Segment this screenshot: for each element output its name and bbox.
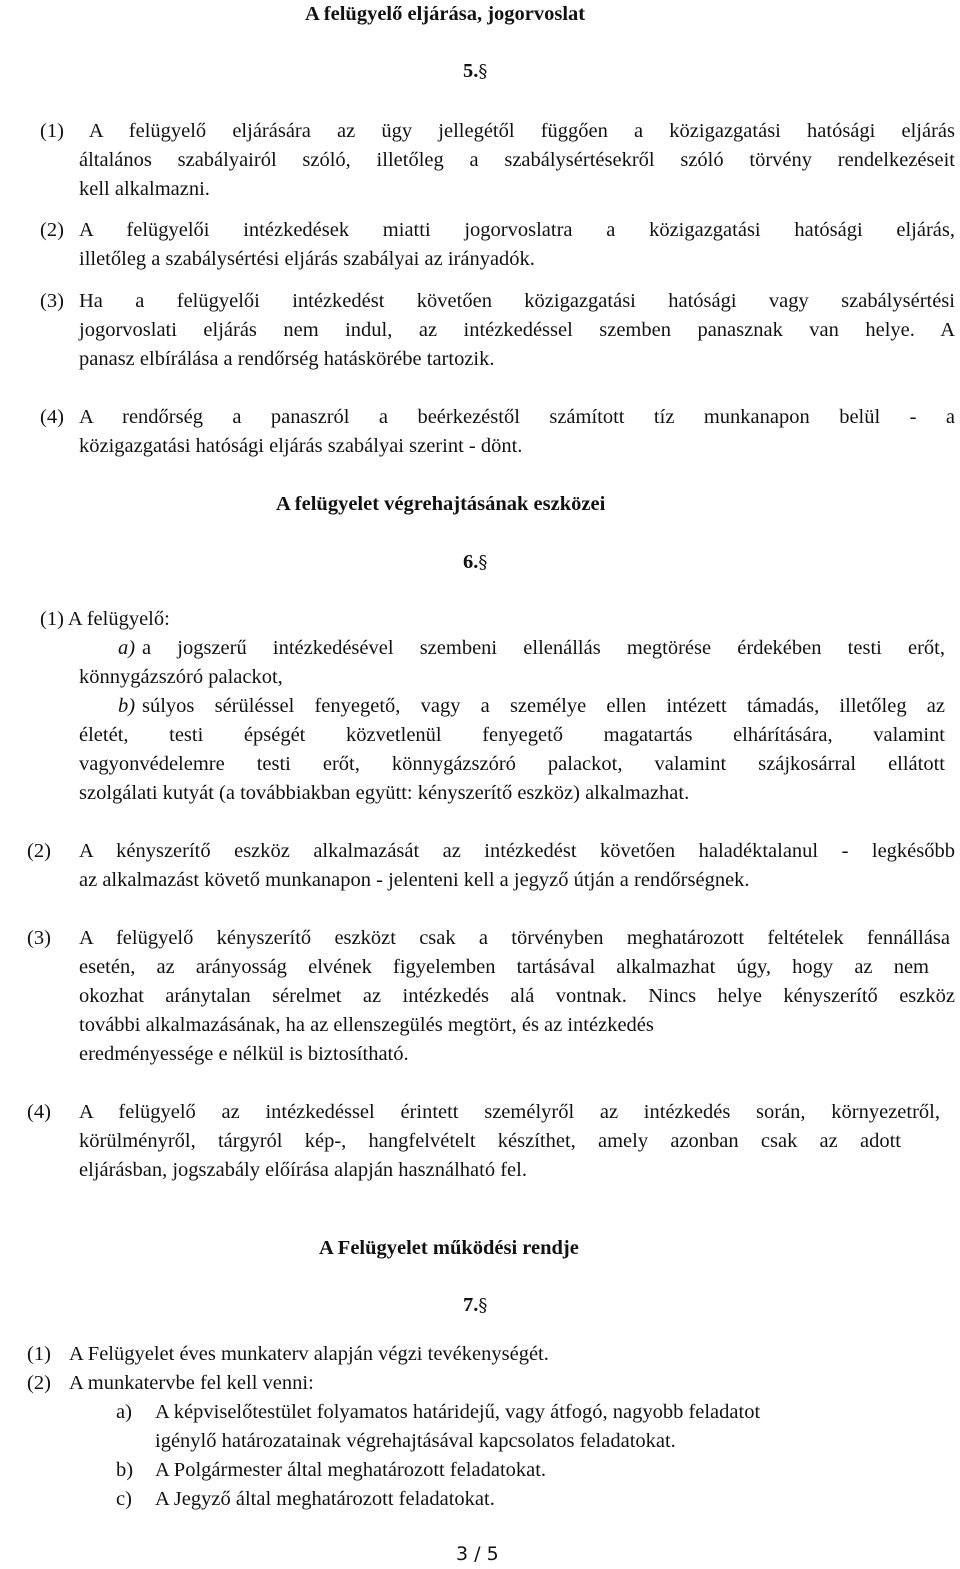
s7-point-a-line2: igénylő határozatainak végrehajtásával kapcsolatos feladatokat. (155, 1430, 676, 1452)
s7-p2-number: (2) (27, 1372, 51, 1394)
section-7-label: 7. (463, 1294, 479, 1316)
s6-p4-line3: eljárásban, jogszabály előírása alapján használható fel. (79, 1159, 527, 1181)
s7-p2-text: A munkatervbe fel kell venni: (69, 1372, 314, 1394)
section-7-number (463, 1291, 487, 1320)
s7-point-c-text: A Jegyző által meghatározott feladatokat. (155, 1488, 495, 1510)
s5-p2-number: (2) (40, 219, 64, 241)
s6-point-b-label (118, 692, 135, 721)
s5-p3-line1: Ha a felügyelői intézkedést követően közigazgatási hatósági vagy szabálysértési (79, 290, 955, 312)
s6-p3-line4: további alkalmazásának, ha az ellenszegülés megtört, és az intézkedés (79, 1014, 654, 1036)
s6-p4-line1: A felügyelő az intézkedéssel érintett személyről az intézkedés során, környezetről, (79, 1101, 940, 1123)
s6-p3-line1: A felügyelő kényszerítő eszközt csak a törvényben meghatározott feltételek fennállása (79, 927, 950, 949)
s5-p4-line1: A rendőrség a panaszról a beérkezéstől számított tíz munkanapon belül - a (79, 406, 955, 428)
s6-p3-line3: okozhat aránytalan sérelmet az intézkedés alá vontnak. Nincs helye kényszerítő eszköz (79, 985, 955, 1007)
s6-p2-line1: A kényszerítő eszköz alkalmazását az intézkedést követően haladéktalanul - legkésőbb (79, 840, 955, 862)
s6-point-b-line1: súlyos sérüléssel fenyegető, vagy a személye ellen intézett támadás, illetőleg az (142, 695, 945, 717)
s6-p3-number: (3) (27, 927, 51, 949)
s6-p2-line2: az alkalmazást követő munkanapon - jelenteni kell a jegyző útján a rendőrségnek. (79, 869, 750, 891)
heading-felugyelo-eljarasa: A felügyelő eljárása, jogorvoslat (305, 3, 586, 25)
s6-point-b-line3: vagyonvédelemre testi erőt, könnygázszóró palackot, valamint szájkosárral ellátott (79, 753, 945, 775)
s6-point-a-label (118, 634, 135, 663)
s6-p3-line2: esetén, az arányosság elvének figyelemben tartásával alkalmazhat úgy, hogy az nem (79, 956, 929, 978)
section-6-number (463, 548, 487, 577)
s7-p1-number: (1) (27, 1343, 51, 1365)
s5-p3-line3: panasz elbírálása a rendőrség hatáskörébe tartozik. (79, 348, 495, 370)
section-sign-icon: § (478, 1295, 488, 1316)
s6-p1-intro: (1) A felügyelő: (40, 608, 170, 630)
s7-point-c-label: c) (116, 1488, 132, 1510)
section-5-number (463, 57, 487, 86)
s6-point-a-marker: a) (118, 637, 136, 659)
s6-point-b-line2: életét, testi épségét közvetlenül fenyegető magatartás elhárítására, valamint (79, 724, 945, 746)
section-sign-icon: § (478, 61, 488, 82)
s5-p1-line3: kell alkalmazni. (79, 178, 210, 200)
s5-p1-line1: (1) A felügyelő eljárására az ügy jellegétől függően a közigazgatási hatósági eljárás (40, 120, 955, 142)
s7-point-b-text: A Polgármester által meghatározott feladatokat. (155, 1459, 547, 1481)
s7-p1-text: A Felügyelet éves munkaterv alapján végzi tevékenységét. (69, 1343, 549, 1365)
s5-p2-line2: illetőleg a szabálysértési eljárás szabályai az irányadók. (79, 248, 535, 270)
s5-p1-line2: általános szabályairól szóló, illetőleg a szabálysértésekről szóló törvény rendelkezéseit (79, 149, 955, 171)
s5-p3-line2: jogorvoslati eljárás nem indul, az intézkedéssel szemben panasznak van helye. A (79, 319, 955, 341)
s5-p4-line2: közigazgatási hatósági eljárás szabályai szerint - dönt. (79, 435, 523, 457)
s5-p2-line1: A felügyelői intézkedések miatti jogorvoslatra a közigazgatási hatósági eljárás, (79, 219, 955, 241)
s7-point-a-label: a) (116, 1401, 132, 1423)
section-5-label: 5. (463, 60, 479, 82)
s6-p4-number: (4) (27, 1101, 51, 1123)
s6-point-b-line4: szolgálati kutyát (a továbbiakban együtt: kényszerítő eszköz) alkalmazhat. (79, 782, 690, 804)
s5-p3-number: (3) (40, 290, 64, 312)
s7-point-a-line1: A képviselőtestület folyamatos határidejű, vagy átfogó, nagyobb feladatot (155, 1401, 761, 1423)
heading-vegrehajtas-eszkozei: A felügyelet végrehajtásának eszközei (276, 493, 606, 515)
s6-point-b-marker: b) (118, 695, 136, 717)
s7-point-b-label: b) (116, 1459, 134, 1481)
s6-p2-number: (2) (27, 840, 51, 862)
s5-p4-number: (4) (40, 406, 64, 428)
heading-mukodesi-rendje: A Felügyelet működési rendje (319, 1237, 579, 1259)
s6-p3-line5: eredményessége e nélkül is biztosítható. (79, 1043, 409, 1065)
s6-point-a-line2: könnygázszóró palackot, (79, 666, 283, 688)
page-number: 3 / 5 (456, 1543, 499, 1565)
s6-p4-line2: körülményről, tárgyról kép-, hangfelvételt készíthet, amely azonban csak az adott (79, 1130, 901, 1152)
s6-point-a-line1: a jogszerű intézkedésével szembeni ellenállás megtörése érdekében testi erőt, (142, 637, 945, 659)
section-sign-icon: § (478, 552, 488, 573)
section-6-label: 6. (463, 551, 479, 573)
